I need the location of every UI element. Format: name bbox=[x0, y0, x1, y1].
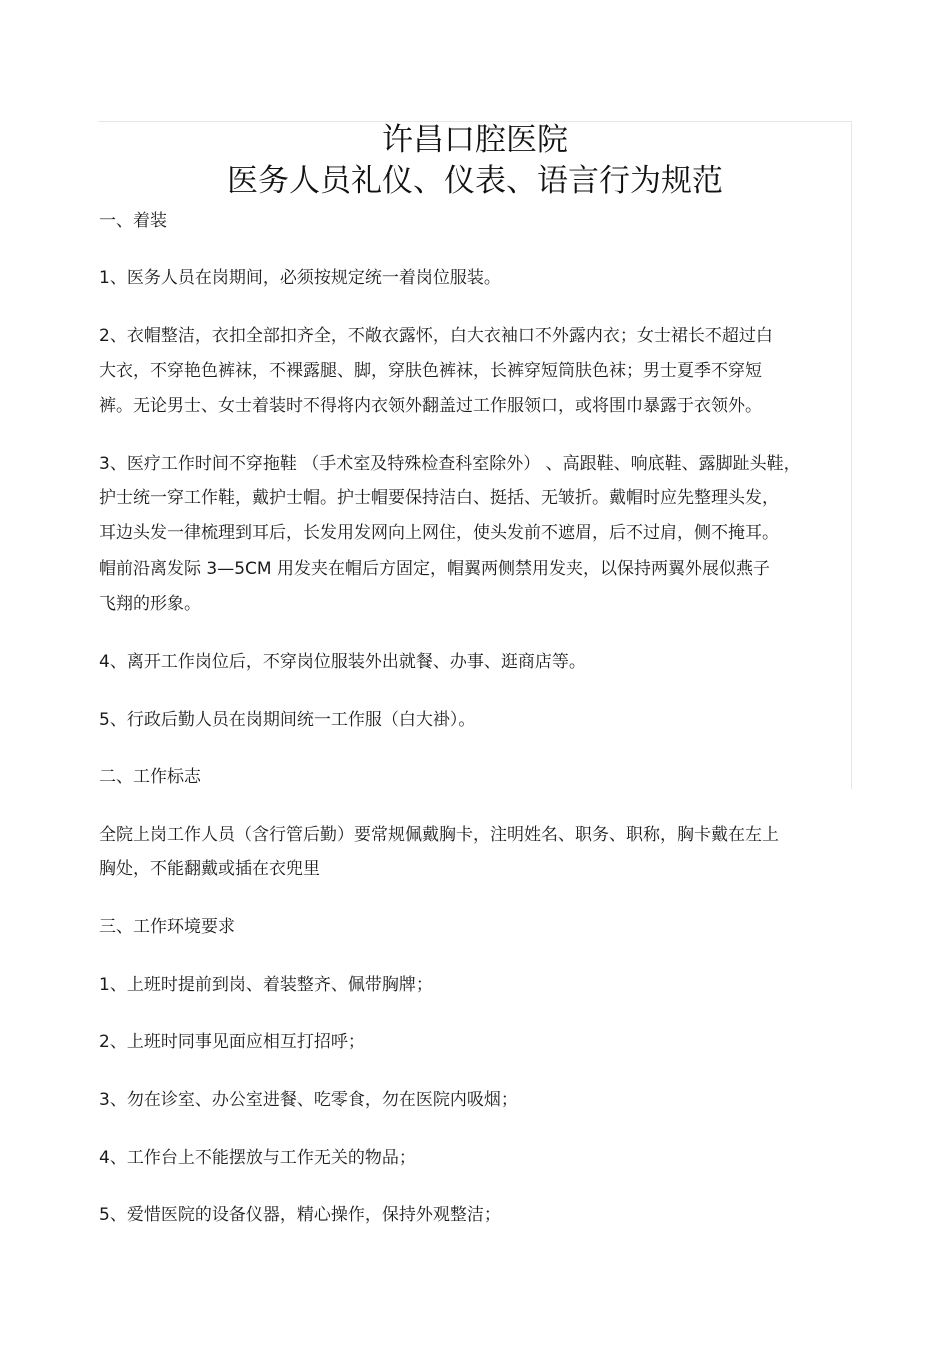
paragraph-line: 1、医务人员在岗期间，必须按规定统一着岗位服装。 bbox=[99, 268, 501, 288]
paragraph-line: 2、衣帽整洁，衣扣全部扣齐全，不敞衣露怀，白大衣袖口不外露内衣；女士裙长不超过白 bbox=[99, 326, 773, 346]
paragraph-line: 4、工作台上不能摆放与工作无关的物品； bbox=[99, 1148, 416, 1168]
paragraph-line: 1、上班时提前到岗、着装整齐、佩带胸牌； bbox=[99, 975, 433, 995]
paragraph-line: 飞翔的形象。 bbox=[99, 594, 201, 614]
paragraph-line: 耳边头发一律梳理到耳后，长发用发网向上网住，使头发前不遮眉，后不过肩，侧不掩耳。 bbox=[99, 523, 779, 543]
paragraph-line: 3、医疗工作时间不穿拖鞋 （手术室及特殊检查科室除外） 、高跟鞋、响底鞋、露脚趾头鞋， bbox=[99, 454, 801, 474]
paragraph-line: 2、上班时同事见面应相互打招呼； bbox=[99, 1032, 365, 1052]
section-heading-environment: 三、工作环境要求 bbox=[99, 917, 235, 937]
paragraph-line: 全院上岗工作人员（含行管后勤）要常规佩戴胸卡，注明姓名、职务、职称，胸卡戴在左上 bbox=[99, 825, 779, 845]
section-heading-attire: 一、着装 bbox=[99, 211, 167, 231]
paragraph-line: 护士统一穿工作鞋，戴护士帽。护士帽要保持洁白、挺括、无皱折。戴帽时应先整理头发， bbox=[99, 488, 779, 508]
section-heading-badge: 二、工作标志 bbox=[99, 767, 201, 787]
document-title: 医务人员礼仪、仪表、语言行为规范 bbox=[227, 163, 723, 199]
paragraph-line: 大衣，不穿艳色裤袜，不裸露腿、脚，穿肤色裤袜，长裤穿短筒肤色袜；男士夏季不穿短 bbox=[99, 361, 762, 381]
frame-right-border bbox=[851, 121, 852, 789]
paragraph-line: 4、离开工作岗位后，不穿岗位服装外出就餐、办事、逛商店等。 bbox=[99, 652, 586, 672]
paragraph-line: 5、爱惜医院的设备仪器，精心操作，保持外观整洁； bbox=[99, 1205, 501, 1225]
paragraph-line: 帽前沿离发际 3—5CM 用发夹在帽后方固定，帽翼两侧禁用发夹，以保持两翼外展似燕子 bbox=[99, 559, 770, 579]
paragraph-line: 裤。无论男士、女士着装时不得将内衣领外翻盖过工作服领口，或将围巾暴露于衣领外。 bbox=[99, 396, 762, 416]
hospital-name-title: 许昌口腔医院 bbox=[382, 122, 568, 158]
paragraph-line: 5、行政后勤人员在岗期间统一工作服（白大褂）。 bbox=[99, 710, 476, 730]
paragraph-line: 胸处，不能翻戴或插在衣兜里 bbox=[99, 859, 320, 879]
paragraph-line: 3、勿在诊室、办公室进餐、吃零食，勿在医院内吸烟； bbox=[99, 1090, 518, 1110]
